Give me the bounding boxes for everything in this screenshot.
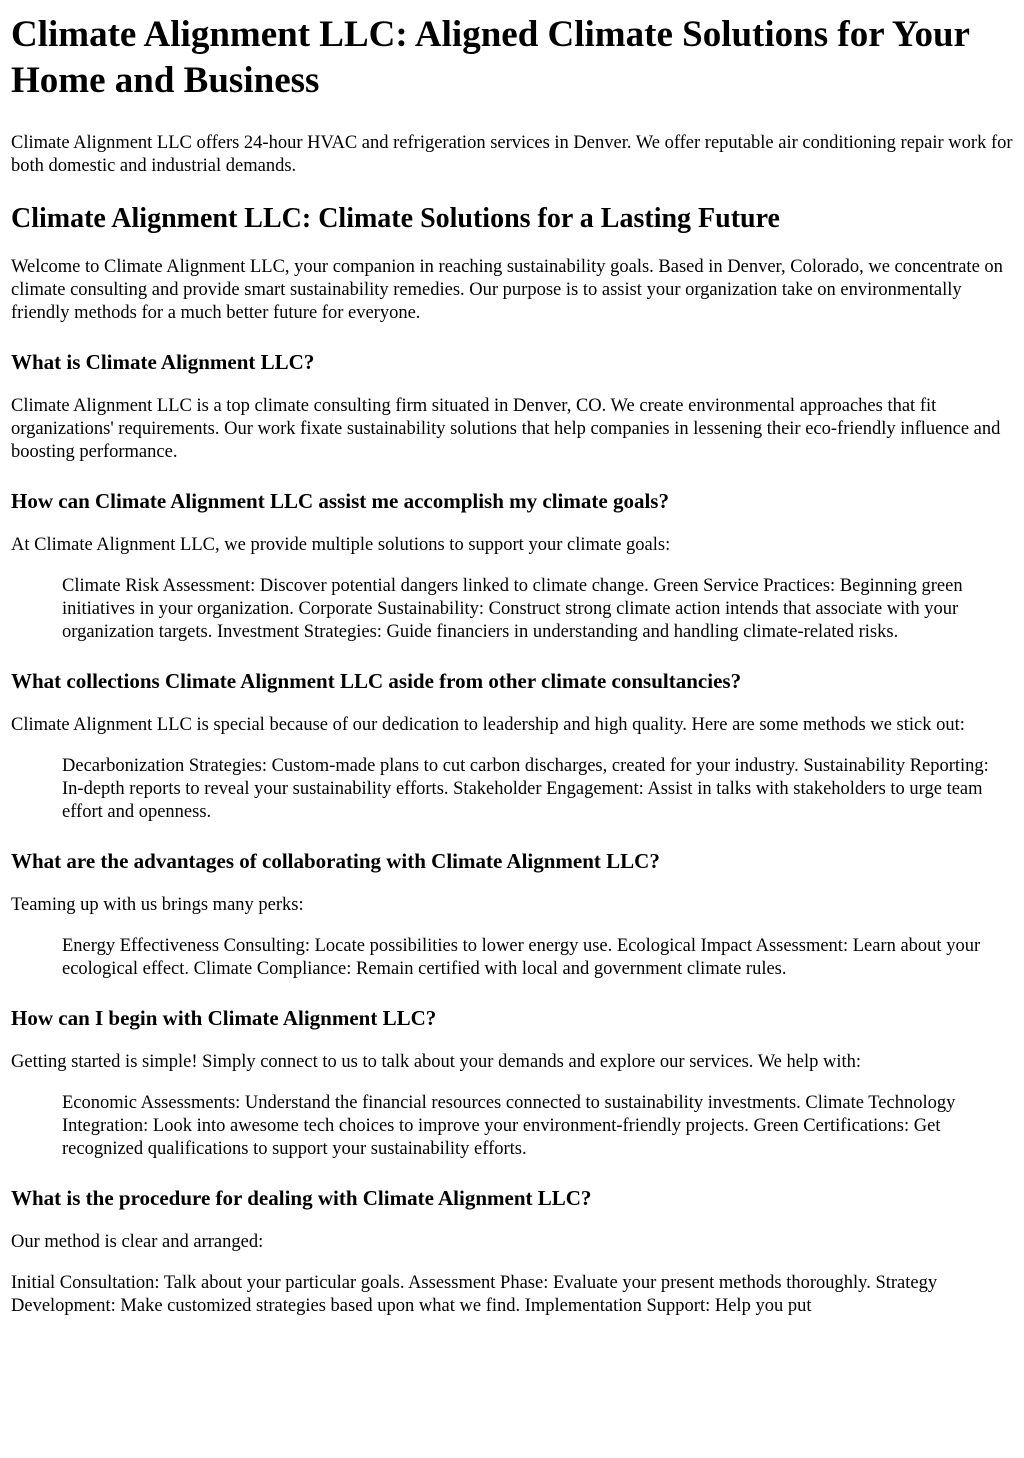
getting-started-blockquote: Economic Assessments: Understand the financial resources connected to sustainability investments. Climate Technology Integration: Look into awesome tech choices to improve your environment-friendly projects. Green Certifications: Get recognized qualifications to support your sustainability efforts.	[62, 1093, 956, 1159]
section-heading-what-sets-apart: What collections Climate Alignment LLC aside from other climate consultancies?	[11, 669, 742, 693]
section-heading-procedure: What is the procedure for dealing with Climate Alignment LLC?	[11, 1186, 592, 1210]
welcome-paragraph: Welcome to Climate Alignment LLC, your companion in reaching sustainability goals. Based in Denver, Colorado, we concentrate on climate consulting and provide smart sustainability remedies. Our purpose is to assist your organization take on environmentally friendly methods for a much better future for everyone.	[11, 257, 1003, 323]
page-title: Climate Alignment LLC: Aligned Climate Solutions for Your Home and Business	[11, 14, 970, 101]
section-subtitle: Climate Alignment LLC: Climate Solutions for a Lasting Future	[11, 203, 780, 234]
section-paragraph-what-sets-apart: Climate Alignment LLC is special because of our dedication to leadership and high quality. Here are some methods we stick out:	[11, 715, 965, 735]
section-paragraph-procedure: Our method is clear and arranged:	[11, 1232, 264, 1252]
section-heading-begin: How can I begin with Climate Alignment LLC?	[11, 1006, 437, 1030]
section-paragraph-begin: Getting started is simple! Simply connect to us to talk about your demands and explore our services. We help with:	[11, 1052, 862, 1072]
article	[0, 12, 1024, 1318]
services-blockquote: Climate Risk Assessment: Discover potential dangers linked to climate change. Green Service Practices: Beginning green initiatives in your organization. Corporate Sustainability: Construct strong climate action intends that associate with your organization targets. Investment Strategies: Guide financiers in understanding and handling climate-related risks.	[62, 576, 963, 642]
section-paragraph-advantages: Teaming up with us brings many perks:	[11, 895, 304, 915]
differentiators-blockquote: Decarbonization Strategies: Custom-made plans to cut carbon discharges, created for your industry. Sustainability Reporting: In-depth reports to reveal your sustainability efforts. Stakeholder Engagement: Assist in talks with stakeholders to urge team effort and openness.	[62, 756, 989, 822]
section-heading-advantages: What are the advantages of collaborating with Climate Alignment LLC?	[11, 849, 660, 873]
section-paragraph-what-is: Climate Alignment LLC is a top climate consulting firm situated in Denver, CO. We create environmental approaches that fit organizations' requirements. Our work fixate sustainability solutions that help companies in lessening their eco-friendly influence and boosting performance.	[11, 396, 1001, 462]
section-heading-what-is: What is Climate Alignment LLC?	[11, 350, 315, 374]
section-paragraph-procedure-steps: Initial Consultation: Talk about your particular goals. Assessment Phase: Evaluate your present methods thoroughly. Strategy Development: Make customized strategies based upon what we find. Implementation Support: Help you put	[11, 1273, 938, 1316]
section-heading-how-assist: How can Climate Alignment LLC assist me accomplish my climate goals?	[11, 489, 669, 513]
intro-paragraph: Climate Alignment LLC offers 24-hour HVAC and refrigeration services in Denver. We offer reputable air conditioning repair work for both domestic and industrial demands.	[11, 133, 1013, 176]
section-paragraph-how-assist: At Climate Alignment LLC, we provide multiple solutions to support your climate goals:	[11, 535, 671, 555]
advantages-blockquote: Energy Effectiveness Consulting: Locate possibilities to lower energy use. Ecological Impact Assessment: Learn about your ecological effect. Climate Compliance: Remain certified with local and government climate rules.	[62, 936, 981, 979]
